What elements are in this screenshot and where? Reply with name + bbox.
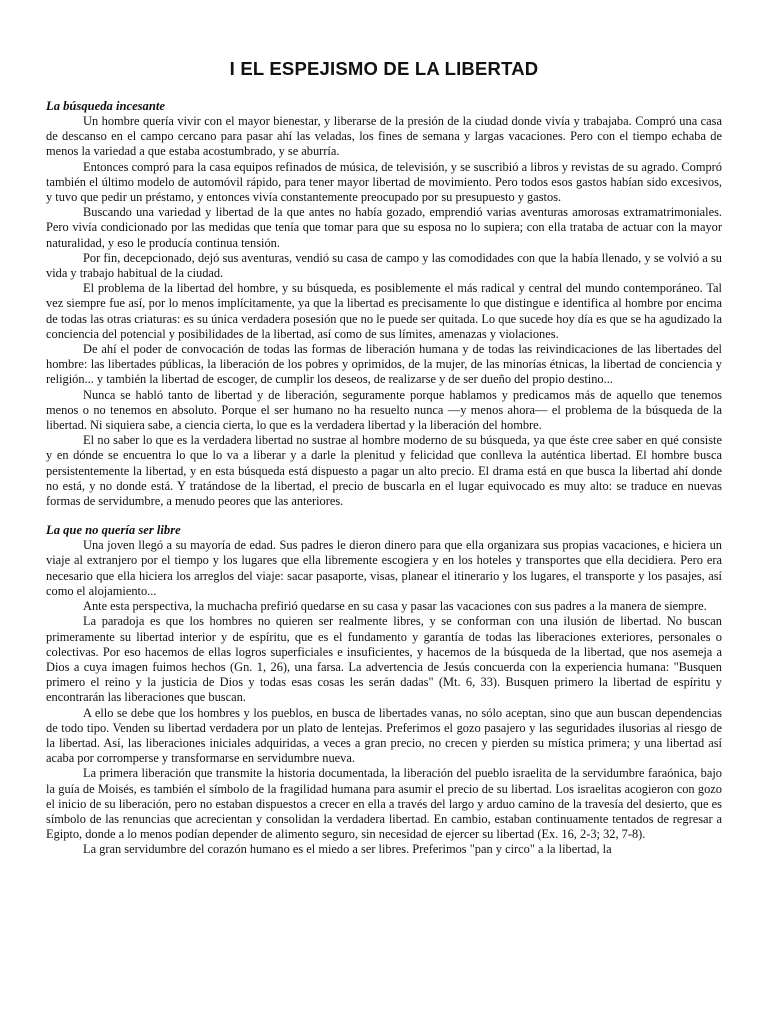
- paragraph: El no saber lo que es la verdadera libertad no sustrae al hombre moderno de su búsqueda, ya que éste cree saber en qué consiste y en dónde se encuentra lo que lo va a liberar y a darle la plenitud y felicidad que conlleva la auténtica libertad. El hombre busca persistentemente la libertad, y en esta búsqueda está dispuesto a pagar un alto precio. El drama está en que busca la libertad ahí donde no está, y no donde está. Y tratándose de la libertad, el precio de buscarla en el lugar equivocado es muy alto: se traduce en nuevas formas de servidumbre, a menudo peores que las anteriores.: [46, 433, 722, 509]
- paragraph: La gran servidumbre del corazón humano es el miedo a ser libres. Preferimos "pan y circo" a la libertad, la: [83, 842, 612, 857]
- section-no-queria-ser-libre: [46, 523, 722, 857]
- paragraph: Ante esta perspectiva, la muchacha prefirió quedarse en su casa y pasar las vacaciones con sus padres a la manera de siempre.: [83, 599, 707, 614]
- paragraph: Buscando una variedad y libertad de la que antes no había gozado, emprendió varias aventuras amorosas extramatrimoniales. Pero vivía condicionado por las medidas que tenía que tomar para que su esposa no lo supiera; con ella trataba de actuar con la mayor naturalidad, y eso le producía continua tensión.: [46, 205, 722, 250]
- paragraph: Entonces compró para la casa equipos refinados de música, de televisión, y se suscribió a libros y revistas de su agrado. Compró también el último modelo de automóvil rápido, para tener mayor libertad de movimiento. Pero todos esos gastos habían sido excesivos, y tuvo que pedir un préstamo, y entonces vivía constantemente preocupado por su presupuesto y gastos.: [46, 159, 722, 205]
- paragraph: Nunca se habló tanto de libertad y de liberación, seguramente porque hablamos y predicamos más de aquello que tenemos menos o no tenemos en absoluto. Porque el ser humano no ha resuelto nunca —y menos ahora— el problema de la búsqueda de la libertad. Ni siquiera sabe, a ciencia cierta, lo que es la verdadera libertad y la liberación del hombre.: [46, 387, 722, 433]
- paragraph: El problema de la libertad del hombre, y su búsqueda, es posiblemente el más radical y central del mundo contemporáneo. Tal vez siempre fue así, por lo menos implícitamente, ya que la libertad es precisamente lo que distingue e identifica al hombre por encima de todas las otras criaturas: es su única verdadera posesión que no le puede ser quitada. Lo que sucede hoy día es que se ha agudizado la conciencia del potencial y posibilidades de la libertad, así como de sus límites, amenazas y violaciones.: [46, 281, 722, 341]
- paragraph: Por fin, decepcionado, dejó sus aventuras, vendió su casa de campo y las comodidades con que la había llenado, y se volvió a su vida y trabajo habitual de la ciudad.: [46, 250, 722, 281]
- paragraph: La paradoja es que los hombres no quieren ser realmente libres, y se conforman con una ilusión de libertad. No buscan primeramente su libertad interior y de espíritu, que es el fundamento y garantía de todas las liberaciones exteriores, personales o colectivas. Por eso hacemos de ellas logros superficiales e insuficientes, y hacemos de la búsqueda de la libertad, que nos asemeja a Dios a cuya imagen fuimos hechos (Gn. 1, 26), una farsa. La advertencia de Jesús concuerda con la experiencia humana: "Busquen primero el reino y la justicia de Dios y todas esas cosas les serán dadas" (Mt. 6, 33). Busquen primero la libertad de espíritu y encontrarán las liberaciones que buscan.: [46, 614, 722, 705]
- paragraph: A ello se debe que los hombres y los pueblos, en busca de libertades vanas, no sólo aceptan, sino que aun buscan dependencias de todo tipo. Venden su libertad verdadera por un plato de lentejas. Preferimos el gozo pasajero y las seguridades ilusorias al riesgo de la libertad. Así, las liberaciones iniciales adquiridas, a veces a gran precio, no crecen y pierden su mística primera; y una libertad así acaba por corromperse y transformarse en servidumbre nueva.: [46, 705, 722, 766]
- section-busqueda-incesante: [46, 99, 722, 509]
- chapter-title: I EL ESPEJISMO DE LA LIBERTAD: [229, 58, 539, 79]
- section-heading: La que no quería ser libre: [46, 523, 181, 538]
- paragraph: Una joven llegó a su mayoría de edad. Sus padres le dieron dinero para que ella organizara sus propias vacaciones, e hiciera un viaje al extranjero por el tiempo y los lugares que ella libremente escogiera y en los hoteles y transportes que ella decidiera. Pero era necesario que ella hiciera los arreglos del viaje: sacar pasaporte, visas, planear el itinerario y los lugares, el transporte y los pasajes, así como el alojamiento...: [46, 538, 722, 598]
- paragraph: Un hombre quería vivir con el mayor bienestar, y liberarse de la presión de la ciudad donde vivía y trabajaba. Compró una casa de descanso en el campo cercano para pasar ahí las veladas, los fines de semana y largas vacaciones. Pero con el tiempo echaba de menos la variedad a que estaba acostumbrado, y se aburría.: [46, 114, 722, 159]
- paragraph: La primera liberación que transmite la historia documentada, la liberación del pueblo israelita de la servidumbre faraónica, bajo la guía de Moisés, es también el símbolo de la fragilidad humana para asumir el precio de su libertad. Los israelitas acogieron con gozo el inicio de su liberación, pero no estaban dispuestos a crecer en ella a través del largo y arduo camino de la travesía del desierto, que es símbolo de las renuncias que acrecientan y consolidan la verdadera libertad. En cambio, estaban continuamente tentados de regresar a Egipto, donde a lo menos podían depender de alimento seguro, sin necesidad de ejercer su libertad (Ex. 16, 2-3; 32, 7-8).: [46, 766, 722, 842]
- paragraph: De ahí el poder de convocación de todas las formas de liberación humana y de todas las reivindicaciones de las libertades del hombre: las libertades públicas, la liberación de los pobres y oprimidos, de la mujer, de las minorías étnicas, la libertad de conciencia y religión... y también la libertad de escoger, de cumplir los deseos, de realizarse y de ser dueño del propio destino...: [46, 342, 722, 387]
- section-heading: La búsqueda incesante: [46, 99, 165, 113]
